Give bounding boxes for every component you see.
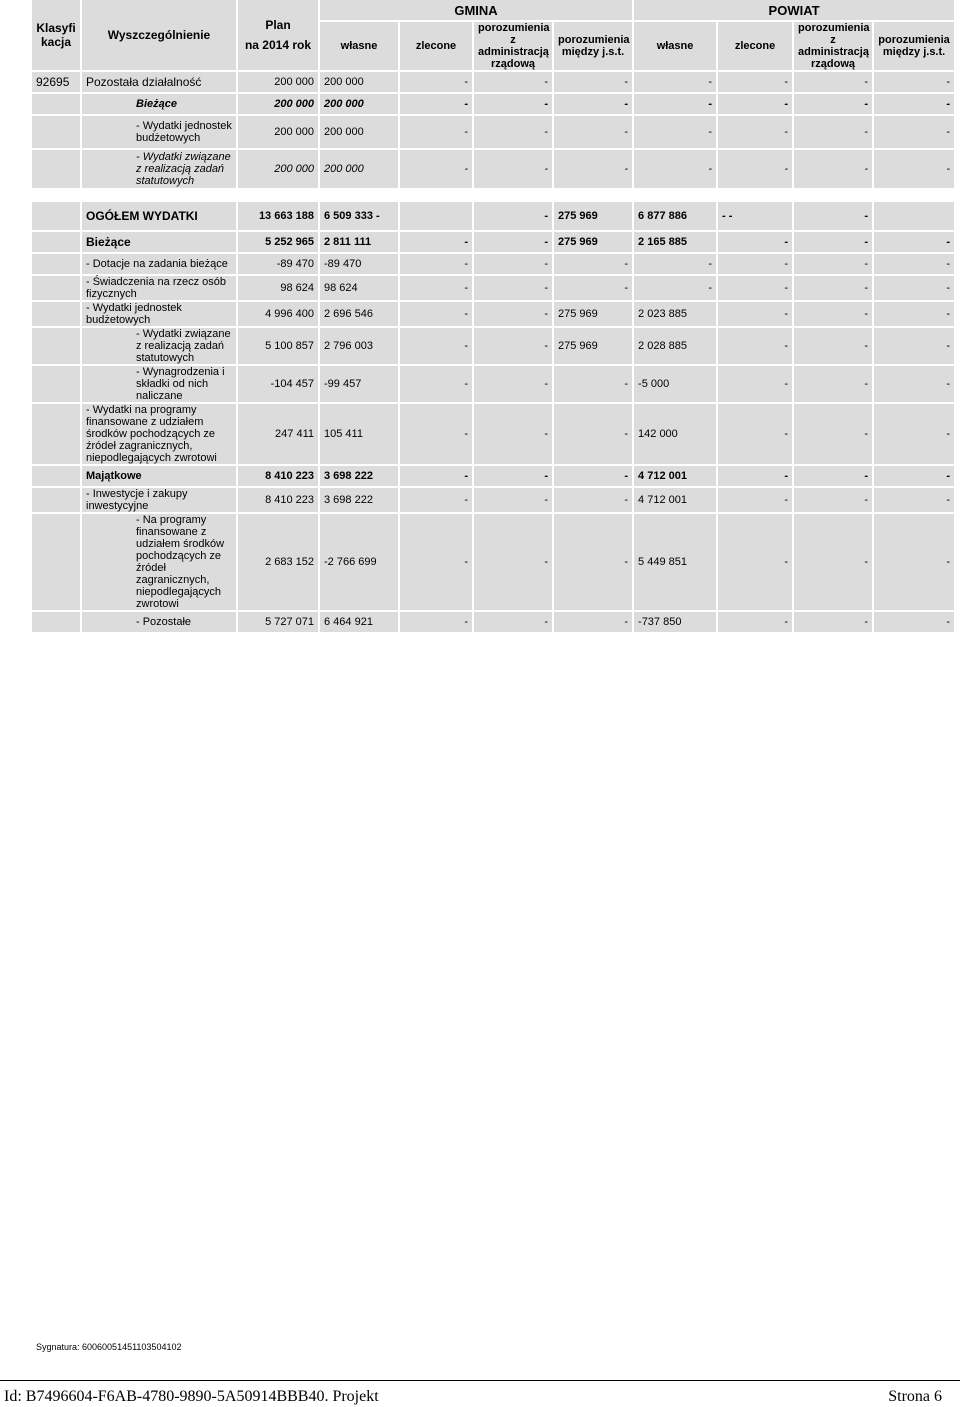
cell-label: - Wydatki związane z realizacją zadań statutowych	[82, 150, 238, 190]
cell-plan: 4 996 400	[238, 302, 320, 328]
cell-value: -	[554, 72, 634, 94]
cell-value: -	[474, 404, 554, 466]
cell-value: 275 969	[554, 328, 634, 366]
cell-value: -	[794, 302, 874, 328]
col-gmina-porozumienia-adm: porozumienia z administracją rządową	[474, 22, 554, 72]
cell-plan: -89 470	[238, 254, 320, 276]
table-row	[32, 404, 956, 466]
cell-label: Bieżące	[82, 232, 238, 254]
col-wyszczegolnienie: Wyszczególnienie	[82, 0, 238, 72]
cell-value: -	[400, 466, 474, 488]
cell-value: -	[400, 488, 474, 514]
document-id: Id: B7496604-F6AB-4780-9890-5A50914BBB40. Projekt	[4, 1388, 379, 1405]
cell-label: - Wynagrodzenia i składki od nich naliczane	[82, 366, 238, 404]
cell-value: -	[718, 488, 794, 514]
cell-value: -	[400, 276, 474, 302]
cell-label: - Wydatki jednostek budżetowych	[82, 302, 238, 328]
cell-klasyfikacja	[32, 276, 82, 302]
cell-value: -	[400, 94, 474, 116]
cell-value: -	[874, 72, 956, 94]
cell-value: -89 470	[320, 254, 400, 276]
cell-value: -	[874, 276, 956, 302]
cell-value: -5 000	[634, 366, 718, 404]
signature: Sygnatura: 60060051451103504102	[36, 1342, 182, 1352]
table-row	[32, 72, 956, 94]
table-row	[32, 202, 956, 232]
col-gmina-wlasne: własne	[320, 22, 400, 72]
cell-value: -	[794, 94, 874, 116]
cell-value: -	[400, 328, 474, 366]
cell-plan: 200 000	[238, 150, 320, 190]
cell-value: -	[718, 72, 794, 94]
cell-value: -	[474, 466, 554, 488]
cell-value: -	[554, 612, 634, 634]
budget-sheet	[32, 0, 956, 634]
table-row	[32, 466, 956, 488]
table-row	[32, 328, 956, 366]
cell-label: Majątkowe	[82, 466, 238, 488]
cell-value: -	[400, 116, 474, 150]
cell-value: -	[634, 254, 718, 276]
cell-value: -	[718, 328, 794, 366]
cell-value: 275 969	[554, 202, 634, 232]
cell-label: Bieżące	[82, 94, 238, 116]
cell-value: -	[474, 276, 554, 302]
cell-label: OGÓŁEM WYDATKI	[82, 202, 238, 232]
cell-value: -	[400, 150, 474, 190]
cell-value: 6 509 333 -	[320, 202, 400, 232]
cell-value: -	[474, 488, 554, 514]
cell-value: -	[718, 276, 794, 302]
cell-value: -	[794, 366, 874, 404]
cell-value: -	[400, 232, 474, 254]
cell-value: -	[474, 328, 554, 366]
cell-value: -	[634, 72, 718, 94]
cell-value: -	[400, 514, 474, 612]
powiat-header: POWIAT	[634, 0, 956, 22]
cell-plan: 8 410 223	[238, 488, 320, 514]
cell-value: -	[474, 514, 554, 612]
col-powiat-porozumienia-jst: porozumienia między j.s.t.	[874, 22, 956, 72]
cell-plan: 5 727 071	[238, 612, 320, 634]
cell-plan: 98 624	[238, 276, 320, 302]
cell-value: -	[794, 466, 874, 488]
cell-klasyfikacja: 92695	[32, 72, 82, 94]
cell-value: 2 696 546	[320, 302, 400, 328]
cell-value: -	[874, 612, 956, 634]
cell-value: -737 850	[634, 612, 718, 634]
cell-value	[400, 202, 474, 232]
cell-value: -	[874, 366, 956, 404]
cell-plan: 5 252 965	[238, 232, 320, 254]
col-gmina-zlecone: zlecone	[400, 22, 474, 72]
cell-value: -	[718, 466, 794, 488]
cell-value: -	[794, 72, 874, 94]
cell-value: -	[794, 150, 874, 190]
cell-plan: 8 410 223	[238, 466, 320, 488]
cell-value: 275 969	[554, 232, 634, 254]
cell-label: - Na programy finansowane z udziałem środków pochodzących ze źródeł zagranicznych, niepodlegających zwrotowi	[82, 514, 238, 612]
cell-klasyfikacja	[32, 254, 82, 276]
cell-value: -	[718, 514, 794, 612]
cell-value: -	[474, 302, 554, 328]
cell-label: Pozostała działalność	[82, 72, 238, 94]
cell-klasyfikacja	[32, 116, 82, 150]
cell-value: -	[874, 94, 956, 116]
cell-value: -	[794, 612, 874, 634]
cell-plan: 13 663 188	[238, 202, 320, 232]
cell-value: -	[474, 150, 554, 190]
cell-value: -	[474, 116, 554, 150]
cell-value: -	[718, 404, 794, 466]
cell-value: -	[554, 466, 634, 488]
cell-value: -	[474, 366, 554, 404]
cell-value: -	[474, 612, 554, 634]
cell-value: -	[400, 254, 474, 276]
cell-label: - Inwestycje i zakupy inwestycyjne	[82, 488, 238, 514]
cell-value: 2 028 885	[634, 328, 718, 366]
cell-value: 3 698 222	[320, 488, 400, 514]
cell-value: -	[874, 328, 956, 366]
cell-value: -	[794, 116, 874, 150]
cell-plan: 200 000	[238, 116, 320, 150]
cell-value: -	[474, 202, 554, 232]
cell-label: - Pozostałe	[82, 612, 238, 634]
page-number: Strona 6	[888, 1388, 942, 1405]
cell-klasyfikacja	[32, 488, 82, 514]
cell-value: 200 000	[320, 72, 400, 94]
table-row	[32, 232, 956, 254]
cell-value: -	[634, 116, 718, 150]
cell-value: -	[874, 514, 956, 612]
cell-value: -	[718, 302, 794, 328]
cell-label: - Świadczenia na rzecz osób fizycznych	[82, 276, 238, 302]
cell-value: -	[718, 150, 794, 190]
cell-value: -	[874, 254, 956, 276]
cell-klasyfikacja	[32, 328, 82, 366]
cell-value: -	[554, 366, 634, 404]
cell-plan: 2 683 152	[238, 514, 320, 612]
cell-value: -	[718, 116, 794, 150]
cell-plan: 5 100 857	[238, 328, 320, 366]
cell-value: -	[794, 276, 874, 302]
table-row	[32, 612, 956, 634]
cell-value: -	[634, 150, 718, 190]
cell-value: -	[718, 366, 794, 404]
cell-value: -	[474, 94, 554, 116]
table-row	[32, 366, 956, 404]
cell-value: -	[874, 404, 956, 466]
cell-value: -	[794, 232, 874, 254]
cell-value: 200 000	[320, 94, 400, 116]
cell-value: -	[794, 254, 874, 276]
cell-plan: -104 457	[238, 366, 320, 404]
cell-value: 200 000	[320, 150, 400, 190]
cell-value: 142 000	[634, 404, 718, 466]
cell-value: -	[400, 612, 474, 634]
cell-value: 4 712 001	[634, 488, 718, 514]
cell-value: 98 624	[320, 276, 400, 302]
cell-value: -	[718, 254, 794, 276]
cell-value: -	[554, 488, 634, 514]
cell-value: -	[794, 202, 874, 232]
cell-value: -	[794, 488, 874, 514]
cell-klasyfikacja	[32, 366, 82, 404]
cell-value: -	[554, 404, 634, 466]
cell-value: -	[554, 276, 634, 302]
cell-value: -	[554, 254, 634, 276]
cell-value: -	[554, 150, 634, 190]
table-row	[32, 150, 956, 190]
cell-value: -	[400, 302, 474, 328]
cell-value: -99 457	[320, 366, 400, 404]
cell-klasyfikacja	[32, 612, 82, 634]
table-row	[32, 514, 956, 612]
cell-value: -	[874, 302, 956, 328]
footer-divider	[0, 1380, 960, 1381]
cell-label: - Dotacje na zadania bieżące	[82, 254, 238, 276]
table-row	[32, 488, 956, 514]
cell-plan: 200 000	[238, 94, 320, 116]
plan-bottom: na 2014 rok	[244, 38, 312, 52]
cell-klasyfikacja	[32, 202, 82, 232]
table-row	[32, 116, 956, 150]
cell-klasyfikacja	[32, 150, 82, 190]
cell-value: -	[554, 514, 634, 612]
cell-value: -	[874, 232, 956, 254]
cell-value: -	[554, 94, 634, 116]
cell-value: -	[634, 276, 718, 302]
cell-value: -	[794, 514, 874, 612]
cell-value: -	[718, 94, 794, 116]
cell-klasyfikacja	[32, 404, 82, 466]
cell-value: -	[474, 254, 554, 276]
expenses-table	[32, 0, 956, 634]
cell-value: -	[874, 116, 956, 150]
cell-value: -	[634, 94, 718, 116]
cell-value: 6 877 886	[634, 202, 718, 232]
cell-value: - -	[718, 202, 794, 232]
cell-value: 2 023 885	[634, 302, 718, 328]
cell-klasyfikacja	[32, 232, 82, 254]
cell-value: -	[400, 366, 474, 404]
cell-value: -	[474, 232, 554, 254]
cell-value: 5 449 851	[634, 514, 718, 612]
col-gmina-porozumienia-jst: porozumienia między j.s.t.	[554, 22, 634, 72]
cell-value: 2 811 111	[320, 232, 400, 254]
col-powiat-zlecone: zlecone	[718, 22, 794, 72]
cell-value: -	[400, 404, 474, 466]
cell-klasyfikacja	[32, 514, 82, 612]
cell-plan: 247 411	[238, 404, 320, 466]
cell-value: -	[874, 488, 956, 514]
table-row	[32, 276, 956, 302]
cell-value: -	[554, 116, 634, 150]
col-powiat-wlasne: własne	[634, 22, 718, 72]
cell-value: -	[400, 72, 474, 94]
cell-value: 275 969	[554, 302, 634, 328]
cell-value: 4 712 001	[634, 466, 718, 488]
col-klasyfikacja: Klasyfi kacja	[32, 0, 82, 72]
col-powiat-porozumienia-adm: porozumienia z administracją rządową	[794, 22, 874, 72]
cell-value: -2 766 699	[320, 514, 400, 612]
cell-value: -	[794, 404, 874, 466]
cell-value: 200 000	[320, 116, 400, 150]
cell-value: -	[874, 150, 956, 190]
cell-klasyfikacja	[32, 466, 82, 488]
cell-value: -	[718, 232, 794, 254]
cell-value: -	[874, 466, 956, 488]
cell-value: 6 464 921	[320, 612, 400, 634]
cell-klasyfikacja	[32, 94, 82, 116]
cell-value	[874, 202, 956, 232]
cell-value: 3 698 222	[320, 466, 400, 488]
cell-plan: 200 000	[238, 72, 320, 94]
cell-klasyfikacja	[32, 302, 82, 328]
table-row	[32, 302, 956, 328]
col-plan	[238, 0, 320, 72]
gmina-header: GMINA	[320, 0, 634, 22]
cell-value: 2 165 885	[634, 232, 718, 254]
table-row	[32, 94, 956, 116]
table-row	[32, 254, 956, 276]
cell-label: - Wydatki jednostek budżetowych	[82, 116, 238, 150]
cell-value: -	[474, 72, 554, 94]
cell-value: 105 411	[320, 404, 400, 466]
cell-value: -	[718, 612, 794, 634]
cell-value: 2 796 003	[320, 328, 400, 366]
cell-label: - Wydatki na programy finansowane z udziałem środków pochodzących ze źródeł zagranicznych, niepodlegających zwrotowi	[82, 404, 238, 466]
cell-value: -	[794, 328, 874, 366]
cell-label: - Wydatki związane z realizacją zadań statutowych	[82, 328, 238, 366]
plan-top: Plan	[265, 18, 291, 32]
spacer-row	[32, 190, 956, 202]
